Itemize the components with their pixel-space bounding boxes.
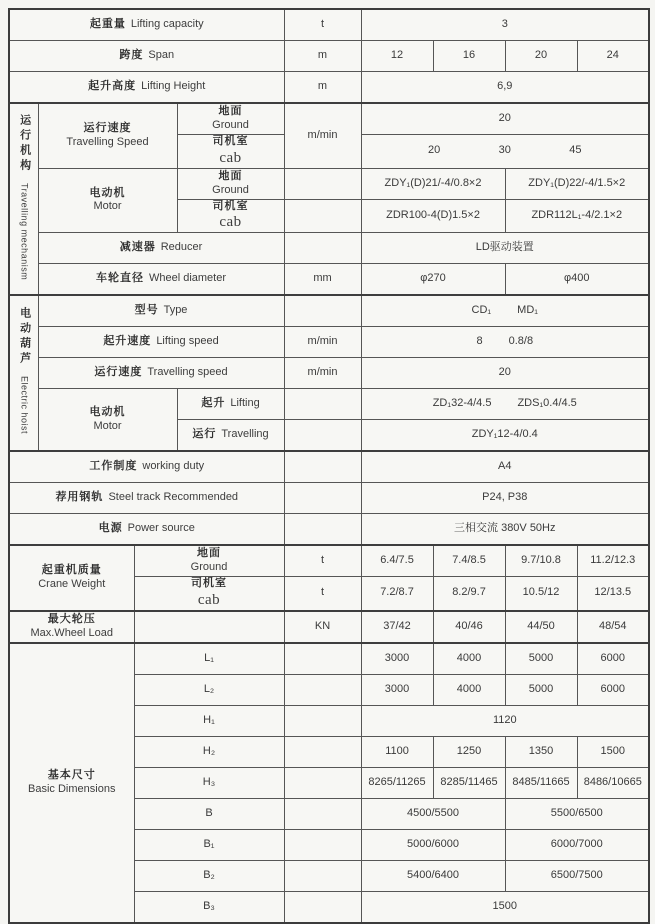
wheel-diameter-unit: mm (284, 264, 361, 296)
hoist-motor-travelling-sublabel-zh: 运行 (192, 428, 217, 441)
crane-weight-cab-value: 8.2/9.7 (433, 577, 505, 611)
crane-spec-table (8, 8, 650, 924)
dim-B2-unit (284, 860, 361, 891)
hoist-lifting-speed-label (38, 327, 284, 358)
dim-name-H2: H₂ (134, 736, 284, 767)
cab-sublabel-zh: 司机室 (212, 199, 249, 212)
dim-H1-unit (284, 705, 361, 736)
dim-H3-value: 8486/10665 (577, 767, 649, 798)
lifting-capacity-unit: t (284, 9, 361, 41)
travel-speed-unit: m/min (284, 103, 361, 168)
dim-L2-unit (284, 674, 361, 705)
lifting-capacity-label-zh: 起重量 (89, 18, 126, 31)
travel-speed-ground-sublabel (177, 103, 284, 135)
hoist-type-label-zh: 型号 (134, 304, 159, 317)
electric-hoist-vertical-label (17, 307, 31, 434)
crane-weight-cab-sublabel (134, 577, 284, 611)
row-hoist-travelling-speed (9, 358, 649, 389)
cab-speed-value: 45 (569, 144, 582, 157)
travel-speed-cab-sublabel (177, 135, 284, 169)
electric-hoist-label-zh: 电动葫芦 (18, 307, 31, 368)
hoist-travelling-speed-unit: m/min (284, 358, 361, 389)
crane-weight-ground-value: 11.2/12.3 (577, 545, 649, 577)
reducer-value: LD驱动装置 (361, 233, 649, 264)
span-value: 24 (577, 41, 649, 72)
dim-L1-unit (284, 643, 361, 675)
travelling-mechanism-label-zh: 运行机构 (18, 113, 31, 174)
hoist-lifting-speed-value: 8 (476, 335, 483, 348)
travel-motor-ground-value: ZDY₁(D)22/-4/1.5×2 (505, 168, 649, 199)
travel-motor-cab-unit (284, 199, 361, 233)
power-source-unit (284, 514, 361, 546)
dim-L2-value: 5000 (505, 674, 577, 705)
hoist-motor-travelling-value: ZDY₁12-4/0.4 (361, 420, 649, 452)
working-duty-label-en: working duty (142, 460, 205, 473)
travelling-mechanism-vertical-label (17, 114, 31, 280)
reducer-label-zh: 减速器 (119, 241, 156, 254)
lifting-height-unit: m (284, 72, 361, 104)
travel-motor-cab-value: ZDR100-4(D)1.5×2 (361, 199, 505, 233)
basic-dimensions-label-zh: 基本尺寸 (47, 768, 96, 781)
dim-H3-value: 8485/11665 (505, 767, 577, 798)
travel-speed-ground-value: 20 (361, 103, 649, 135)
row-power-source (9, 514, 649, 546)
crane-weight-cab-value: 10.5/12 (505, 577, 577, 611)
dim-H3-value: 8265/11265 (361, 767, 433, 798)
crane-weight-label (9, 545, 134, 611)
steel-track-value: P24, P38 (361, 483, 649, 514)
cab-speed-spread (364, 137, 647, 165)
hoist-motor-label-zh: 电动机 (89, 405, 126, 418)
crane-weight-ground-value: 6.4/7.5 (361, 545, 433, 577)
working-duty-label-zh: 工作制度 (89, 460, 138, 473)
row-wheel-diameter (9, 264, 649, 296)
dim-name-B3: B₃ (134, 891, 284, 923)
lifting-height-label-en: Lifting Height (141, 80, 206, 93)
dim-B1-value: 6000/7000 (505, 829, 649, 860)
dim-B1-value: 5000/6000 (361, 829, 505, 860)
wheel-diameter-label-zh: 车轮直径 (95, 272, 144, 285)
steel-track-unit (284, 483, 361, 514)
cab-sublabel-zh: 司机室 (212, 135, 249, 147)
travel-motor-ground-unit (284, 168, 361, 199)
reducer-unit (284, 233, 361, 264)
dim-B3-value: 1500 (361, 891, 649, 923)
travelling-mechanism-label-en: Travelling mechanism (19, 182, 30, 280)
hoist-lifting-speed-label-en: Lifting speed (156, 335, 219, 348)
hoist-lifting-speed-label-zh: 起升速度 (103, 335, 152, 348)
travel-motor-label-en: Motor (93, 200, 122, 213)
row-hoist-lifting-speed (9, 327, 649, 358)
row-span (9, 41, 649, 72)
max-wheel-load-label-zh: 最大轮压 (47, 612, 96, 625)
ground-sublabel-en: Ground (212, 183, 249, 196)
travelling-speed-label-zh: 运行速度 (83, 122, 132, 134)
dim-B2-value: 6500/7500 (505, 860, 649, 891)
ground-sublabel-zh: 地面 (218, 169, 243, 182)
crane-weight-cab-value: 7.2/8.7 (361, 577, 433, 611)
row-travel-speed-ground (9, 103, 649, 135)
wheel-diameter-value: φ270 (361, 264, 505, 296)
row-dim-L1 (9, 643, 649, 675)
hoist-type-label-en: Type (163, 304, 188, 317)
cab-sublabel-en: cab (219, 149, 242, 166)
crane-weight-label-zh: 起重机质量 (41, 564, 102, 576)
max-wheel-load-value: 48/54 (577, 611, 649, 643)
max-wheel-load-value: 44/50 (505, 611, 577, 643)
dim-name-H1: H₁ (134, 705, 284, 736)
row-reducer (9, 233, 649, 264)
dim-H1-value: 1120 (361, 705, 649, 736)
travel-speed-cab-values (361, 135, 649, 169)
wheel-diameter-value: φ400 (505, 264, 649, 296)
hoist-type-values (361, 295, 649, 327)
dim-name-L1: L₁ (134, 643, 284, 675)
hoist-type-unit (284, 295, 361, 327)
hoist-lifting-speed-values (361, 327, 649, 358)
max-wheel-load-label (9, 611, 134, 643)
dim-name-L2: L₂ (134, 674, 284, 705)
span-unit: m (284, 41, 361, 72)
hoist-motor-travelling-sublabel (177, 420, 284, 452)
lifting-capacity-value: 3 (361, 9, 649, 41)
max-wheel-load-value: 40/46 (433, 611, 505, 643)
max-wheel-load-label-en: Max.Wheel Load (30, 626, 114, 639)
hoist-type-label (38, 295, 284, 327)
dim-L1-value: 4000 (433, 643, 505, 675)
dim-H2-value: 1350 (505, 736, 577, 767)
dim-H3-value: 8285/11465 (433, 767, 505, 798)
hoist-motor-lifting-sublabel-zh: 起升 (201, 397, 226, 410)
hoist-motor-lifting-values (361, 389, 649, 420)
dim-name-B2: B₂ (134, 860, 284, 891)
dim-name-B1: B₁ (134, 829, 284, 860)
hoist-motor-label (38, 389, 177, 452)
crane-weight-label-en: Crane Weight (38, 577, 106, 590)
max-wheel-load-value: 37/42 (361, 611, 433, 643)
cab-sublabel-zh: 司机室 (191, 577, 227, 589)
hoist-travelling-speed-label-zh: 运行速度 (94, 366, 143, 379)
row-lifting-height (9, 72, 649, 104)
steel-track-label-zh: 荐用钢轨 (55, 491, 104, 504)
dim-L1-value: 3000 (361, 643, 433, 675)
dim-name-B: B (134, 798, 284, 829)
hoist-motor-travelling-unit (284, 420, 361, 452)
ground-sublabel-en: Ground (212, 119, 249, 131)
dim-L1-value: 6000 (577, 643, 649, 675)
dim-B2-value: 5400/6400 (361, 860, 505, 891)
power-source-label-zh: 电源 (98, 522, 123, 535)
dim-B1-unit (284, 829, 361, 860)
span-label-en: Span (148, 49, 175, 62)
working-duty-unit (284, 451, 361, 483)
row-travel-motor-ground (9, 168, 649, 199)
span-label (9, 41, 284, 72)
hoist-motor-lifting-sublabel (177, 389, 284, 420)
dim-H2-value: 1250 (433, 736, 505, 767)
dim-H2-unit (284, 736, 361, 767)
section-electric-hoist (9, 295, 38, 451)
span-label-zh: 跨度 (119, 49, 144, 62)
steel-track-label-en: Steel track Recommended (108, 491, 239, 504)
row-hoist-type (9, 295, 649, 327)
cab-sublabel-en: cab (197, 591, 221, 608)
hoist-motor-lifting-unit (284, 389, 361, 420)
crane-weight-ground-value: 7.4/8.5 (433, 545, 505, 577)
travel-motor-ground-sublabel (177, 168, 284, 199)
dim-H2-value: 1500 (577, 736, 649, 767)
hoist-travelling-speed-value: 20 (361, 358, 649, 389)
lifting-capacity-label (9, 9, 284, 41)
dim-B-value: 5500/6500 (505, 798, 649, 829)
travel-motor-label-zh: 电动机 (89, 186, 126, 199)
dim-B-value: 4500/5500 (361, 798, 505, 829)
cab-speed-value: 20 (428, 144, 441, 157)
dim-B-unit (284, 798, 361, 829)
basic-dimensions-label-en: Basic Dimensions (28, 782, 116, 795)
span-value: 16 (433, 41, 505, 72)
dim-L1-value: 5000 (505, 643, 577, 675)
max-wheel-load-unit: KN (284, 611, 361, 643)
travel-motor-ground-value: ZDY₁(D)21/-4/0.8×2 (361, 168, 505, 199)
hoist-travelling-speed-label-en: Travelling speed (147, 366, 228, 379)
crane-weight-ground-sublabel (134, 545, 284, 577)
row-steel-track (9, 483, 649, 514)
reducer-label (38, 233, 284, 264)
lifting-capacity-label-en: Lifting capacity (130, 18, 204, 31)
ground-sublabel-zh: 地面 (197, 547, 221, 560)
hoist-type-pair (364, 304, 647, 318)
lifting-height-value: 6,9 (361, 72, 649, 104)
dim-L2-value: 3000 (361, 674, 433, 705)
span-value: 20 (505, 41, 577, 72)
hoist-motor-lifting-value: ZDS₁0.4/4.5 (517, 397, 577, 410)
max-wheel-load-spacer (134, 611, 284, 643)
travelling-speed-label-en: Travelling Speed (66, 135, 149, 148)
hoist-motor-lifting-value: ZD₁32-4/4.5 (432, 397, 492, 410)
travelling-speed-label (38, 103, 177, 168)
hoist-motor-label-en: Motor (93, 419, 122, 432)
row-lifting-capacity (9, 9, 649, 41)
dim-B3-unit (284, 891, 361, 923)
steel-track-label (9, 483, 284, 514)
crane-weight-cab-unit: t (284, 577, 361, 611)
hoist-lifting-speed-pair (364, 335, 647, 349)
hoist-lifting-speed-unit: m/min (284, 327, 361, 358)
row-working-duty (9, 451, 649, 483)
power-source-label-en: Power source (127, 522, 195, 535)
row-hoist-motor-lifting (9, 389, 649, 420)
cab-sublabel-en: cab (219, 214, 242, 231)
lifting-height-label (9, 72, 284, 104)
travel-motor-cab-value: ZDR112L₁-4/2.1×2 (505, 199, 649, 233)
working-duty-label (9, 451, 284, 483)
basic-dimensions-label (9, 643, 134, 923)
hoist-motor-travelling-sublabel-en: Travelling (221, 428, 269, 441)
dim-name-H3: H₃ (134, 767, 284, 798)
travel-motor-label (38, 168, 177, 233)
hoist-motor-lifting-sublabel-en: Lifting (230, 397, 260, 410)
reducer-label-en: Reducer (160, 241, 203, 254)
dim-L2-value: 6000 (577, 674, 649, 705)
working-duty-value: A4 (361, 451, 649, 483)
dim-H2-value: 1100 (361, 736, 433, 767)
power-source-value: 三相交流 380V 50Hz (361, 514, 649, 546)
row-max-wheel-load (9, 611, 649, 643)
wheel-diameter-label (38, 264, 284, 296)
span-value: 12 (361, 41, 433, 72)
wheel-diameter-label-en: Wheel diameter (148, 272, 227, 285)
dim-H3-unit (284, 767, 361, 798)
travel-motor-cab-sublabel (177, 199, 284, 233)
lifting-height-label-zh: 起升高度 (88, 80, 137, 93)
hoist-type-value: CD₁ (471, 304, 492, 317)
ground-sublabel-zh: 地面 (218, 105, 243, 118)
dim-L2-value: 4000 (433, 674, 505, 705)
hoist-lifting-speed-value: 0.8/8 (508, 335, 534, 348)
crane-weight-ground-value: 9.7/10.8 (505, 545, 577, 577)
crane-weight-ground-unit: t (284, 545, 361, 577)
row-crane-weight-ground (9, 545, 649, 577)
cab-speed-value: 30 (498, 144, 511, 157)
hoist-type-value: MD₁ (517, 304, 538, 317)
electric-hoist-label-en: Electric hoist (19, 376, 30, 435)
crane-weight-cab-value: 12/13.5 (577, 577, 649, 611)
ground-sublabel-en: Ground (190, 561, 228, 573)
power-source-label (9, 514, 284, 546)
section-travelling-mechanism (9, 103, 38, 295)
hoist-motor-lifting-pair (364, 397, 647, 411)
hoist-travelling-speed-label (38, 358, 284, 389)
